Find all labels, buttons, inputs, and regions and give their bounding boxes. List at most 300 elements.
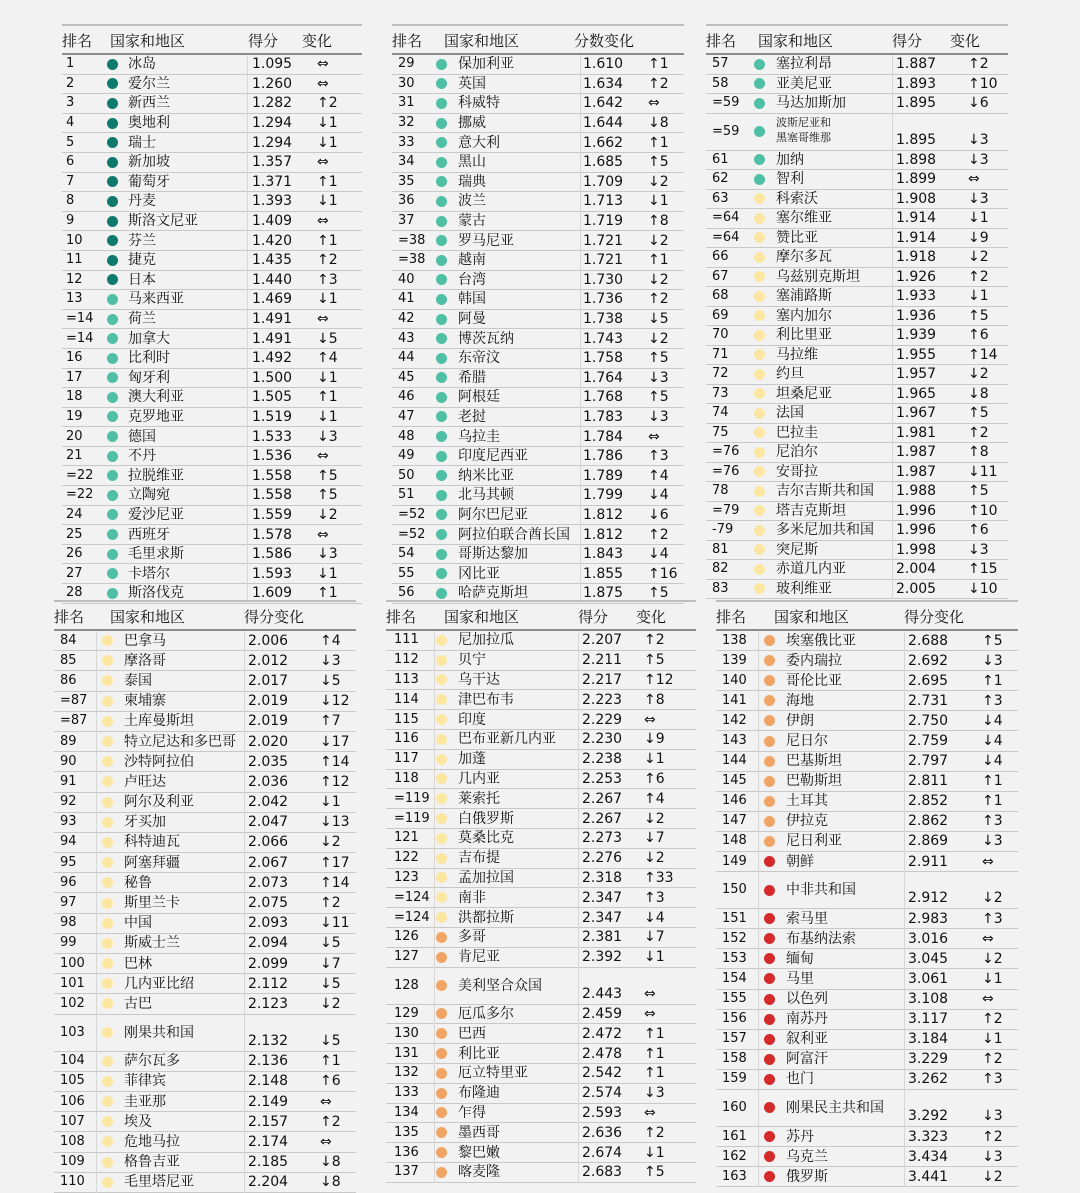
level-dot-icon [754,427,765,438]
score-cell: 2.472 [582,1025,623,1042]
score-cell: 1.294 [252,134,293,151]
rank-cell: =64 [712,229,740,245]
level-dot-icon [436,1088,447,1099]
table-row [716,1147,1018,1167]
score-cell: 2.318 [582,869,623,886]
rank-cell: 5 [66,134,75,150]
level-dot-icon [436,98,447,109]
score-cell: 1.095 [252,56,293,73]
level-dot-icon [102,696,113,707]
table-row [386,968,696,1005]
table-row [706,385,1008,405]
country-cell: 厄立特里亚 [458,1065,528,1082]
change-cell: ↑6 [968,327,989,344]
table-row [62,525,362,545]
change-cell: ↓5 [320,975,341,992]
change-cell: ↓2 [968,249,989,266]
level-dot-icon [764,933,775,944]
table-row [62,564,362,584]
rank-cell: 109 [60,1154,85,1170]
level-dot-icon [764,994,775,1005]
score-cell: 2.862 [908,813,949,830]
rank-cell: 8 [66,193,75,209]
country-cell: 卢旺达 [124,773,166,790]
change-cell: ⇔ [317,526,329,543]
country-cell: 加蓬 [458,751,486,768]
table-row [54,893,356,913]
table-row [392,466,684,486]
change-cell: ↓3 [968,541,989,558]
change-cell: ↓2 [644,850,665,867]
rank-cell: 49 [398,448,415,464]
score-cell: 1.908 [896,190,937,207]
change-cell: ↓2 [982,1168,1003,1185]
rank-cell: 115 [394,711,419,727]
level-dot-icon [764,1102,775,1113]
rank-cell: 1 [66,56,75,72]
rank-cell: 147 [722,813,747,829]
country-cell: 坦桑尼亚 [776,385,832,402]
rank-cell: 63 [712,190,729,206]
country-cell: 约旦 [776,366,804,383]
score-cell: 2.148 [248,1073,289,1090]
rank-cell: 123 [394,869,419,885]
table-row [54,1153,356,1173]
change-cell: ↓4 [982,712,1003,729]
rank-cell: 4 [66,115,75,131]
rank-cell: 74 [712,405,729,421]
table-row [386,750,696,770]
table-row [62,114,362,134]
ranking-panel [392,24,684,604]
change-cell: ↓1 [320,794,341,811]
level-dot-icon [107,470,118,481]
table-row [706,560,1008,580]
rank-cell: 44 [398,350,415,366]
level-dot-icon [754,525,765,536]
score-cell: 2.797 [908,753,949,770]
rank-cell: =52 [398,526,426,542]
score-cell: 2.123 [248,995,289,1012]
level-dot-icon [436,392,447,403]
score-cell: 1.371 [252,173,293,190]
table-row [386,770,696,790]
rank-cell: 43 [398,330,415,346]
table-body [392,55,684,604]
table-row [54,974,356,994]
level-dot-icon [764,913,775,924]
level-dot-icon [107,314,118,325]
country-cell: 巴林 [124,955,152,972]
level-dot-icon [107,78,118,89]
change-cell: ↑12 [320,773,350,790]
country-cell: 多米尼加共和国 [776,522,874,539]
table-row [62,486,362,506]
level-dot-icon [436,78,447,89]
table-row [392,427,684,447]
score-cell: 1.936 [896,307,937,324]
score-cell: 1.519 [252,408,293,425]
level-dot-icon [436,1048,447,1059]
country-cell: 韩国 [458,291,486,308]
header-rank: 排名 [392,32,423,50]
change-cell: ↓2 [982,890,1003,907]
rank-cell: 10 [66,232,83,248]
ranking-panel [54,600,356,1193]
level-dot-icon [107,353,118,364]
ranking-panel [706,24,1008,599]
rank-cell: 17 [66,369,83,385]
country-cell: 奥地利 [128,115,170,132]
country-cell: 黑山 [458,154,486,171]
column-divider [244,631,245,1193]
table-row [62,55,362,75]
table-row [716,969,1018,989]
country-cell: 克罗地亚 [128,408,184,425]
score-cell: 1.967 [896,405,937,422]
table-row [54,752,356,772]
rank-cell: 98 [60,915,77,931]
level-dot-icon [436,431,447,442]
header-score: 得分 [892,32,923,50]
level-dot-icon [436,1028,447,1039]
level-dot-icon [102,736,113,747]
country-cell: 纳米比亚 [458,467,514,484]
level-dot-icon [764,655,775,666]
change-cell: ↑3 [982,1071,1003,1088]
level-dot-icon [102,1076,113,1087]
table-row [706,170,1008,190]
country-cell: 法国 [776,405,804,422]
table-row [54,934,356,954]
level-dot-icon [102,1157,113,1168]
change-cell: ↓1 [644,1144,665,1161]
score-cell: 2.149 [248,1093,289,1110]
rank-cell: 82 [712,561,729,577]
score-cell: 1.981 [896,424,937,441]
score-cell: 2.036 [248,773,289,790]
level-dot-icon [436,932,447,943]
table-row [392,173,684,193]
change-cell: ↓11 [968,463,998,480]
change-cell: ⇔ [317,448,329,465]
rank-cell: 41 [398,291,415,307]
score-cell: 1.812 [583,506,624,523]
rank-cell: 20 [66,428,83,444]
table-row [386,888,696,908]
score-cell: 1.965 [896,385,937,402]
rank-cell: =59 [712,123,740,139]
score-cell: 2.253 [582,770,623,787]
level-dot-icon [764,953,775,964]
change-cell: ⇔ [644,985,656,1002]
change-cell: ↑5 [968,483,989,500]
country-cell: 古巴 [124,995,152,1012]
country-cell: 巴布亚新几内亚 [458,731,556,748]
level-dot-icon [436,833,447,844]
table-row [392,114,684,134]
score-cell: 1.282 [252,95,293,112]
country-cell: 哥斯达黎加 [458,546,528,563]
country-cell: 爱尔兰 [128,75,170,92]
score-cell: 3.117 [908,1011,949,1028]
rank-cell: =79 [712,502,740,518]
level-dot-icon [764,776,775,787]
rank-cell: 141 [722,692,747,708]
level-dot-icon [107,196,118,207]
change-cell: ↑1 [648,56,669,73]
score-cell: 2.759 [908,733,949,750]
table-row [54,712,356,732]
rank-cell: 50 [398,467,415,483]
table-row [716,711,1018,731]
rank-cell: 129 [394,1005,419,1021]
change-cell: ↓17 [320,733,350,750]
change-cell: ↑1 [317,232,338,249]
rank-cell: =38 [398,232,426,248]
table-row [386,1163,696,1183]
country-cell: 瑞典 [458,173,486,190]
table-row [706,521,1008,541]
score-cell: 2.229 [582,711,623,728]
rank-cell: -79 [712,522,734,538]
table-row [392,408,684,428]
level-dot-icon [436,372,447,383]
score-cell: 2.688 [908,632,949,649]
country-cell: 英国 [458,75,486,92]
rank-cell: 68 [712,288,729,304]
score-cell: 2.852 [908,793,949,810]
score-cell: 2.174 [248,1133,289,1150]
table-row [392,55,684,75]
country-cell: 越南 [458,252,486,269]
table-row [54,994,356,1014]
table-row [54,631,356,651]
score-cell: 1.558 [252,467,293,484]
rank-cell: 140 [722,672,747,688]
header-rank: 排名 [62,32,93,50]
rank-cell: 85 [60,652,77,668]
country-cell: 新加坡 [128,154,170,171]
header-score: 得分 [248,32,279,50]
change-cell: ↑8 [648,213,669,230]
level-dot-icon [102,1116,113,1127]
level-dot-icon [436,892,447,903]
change-cell: ↓7 [644,929,665,946]
level-dot-icon [102,1177,113,1188]
country-cell: 秘鲁 [124,874,152,891]
table-row [386,710,696,730]
score-cell: 2.574 [582,1085,623,1102]
country-cell: 津巴布韦 [458,691,514,708]
table-row [54,1052,356,1072]
change-cell: ↑8 [644,691,665,708]
table-row [54,1015,356,1052]
score-cell: 2.636 [582,1124,623,1141]
level-dot-icon [754,232,765,243]
table-row [54,1132,356,1152]
country-cell: 贝宁 [458,652,486,669]
score-cell: 2.230 [582,731,623,748]
level-dot-icon [102,938,113,949]
score-cell: 2.112 [248,975,289,992]
change-cell: ⇔ [982,930,994,947]
level-dot-icon [754,486,765,497]
score-cell: 1.926 [896,268,937,285]
country-cell: 北马其顿 [458,487,514,504]
score-cell: 2.542 [582,1065,623,1082]
rank-cell: 103 [60,1024,85,1040]
country-cell: 德国 [128,428,156,445]
table-body [54,631,356,1193]
country-cell: 土耳其 [786,793,828,810]
country-cell: 土库曼斯坦 [124,713,194,730]
table-header [54,602,356,631]
score-cell: 1.933 [896,288,937,305]
change-cell: ⇔ [982,991,994,1008]
country-cell: 瑞士 [128,134,156,151]
country-cell: 墨西哥 [458,1124,500,1141]
change-cell: ↑2 [648,526,669,543]
rank-cell: 75 [712,424,729,440]
table-row [392,75,684,95]
level-dot-icon [102,756,113,767]
table-row [716,1090,1018,1127]
score-cell: 1.855 [583,565,624,582]
change-cell: ↑15 [968,561,998,578]
rank-cell: 29 [398,56,415,72]
score-cell: 2.136 [248,1053,289,1070]
change-cell: ↑1 [317,585,338,602]
rank-cell: 121 [394,830,419,846]
table-row [62,310,362,330]
score-cell: 1.578 [252,526,293,543]
header-score: 得分变化 [244,608,305,626]
country-cell: 台湾 [458,271,486,288]
change-cell: ↑1 [648,134,669,151]
country-cell: 马来西亚 [128,291,184,308]
rank-cell: 139 [722,652,747,668]
change-cell: ↓3 [968,151,989,168]
change-cell: ↓7 [644,830,665,847]
level-dot-icon [107,294,118,305]
change-cell: ↑5 [644,652,665,669]
table-row [706,482,1008,502]
table-header [392,26,684,55]
level-dot-icon [754,505,765,516]
column-divider [96,631,97,1193]
table-row [706,404,1008,424]
score-cell: 2.478 [582,1045,623,1062]
score-cell: 1.899 [896,171,937,188]
score-cell: 2.185 [248,1154,289,1171]
country-cell: 巴拿马 [124,632,166,649]
level-dot-icon [102,817,113,828]
table-row [62,447,362,467]
country-cell: 黎巴嫩 [458,1144,500,1161]
rank-cell: 66 [712,249,729,265]
table-row [706,424,1008,444]
score-cell: 1.957 [896,366,937,383]
level-dot-icon [436,294,447,305]
country-cell: 阿塞拜疆 [124,854,180,871]
country-cell: 斯洛伐克 [128,585,184,602]
rank-cell: 24 [66,506,83,522]
score-cell: 2.012 [248,652,289,669]
change-cell: ↑17 [320,854,350,871]
change-cell: ↓2 [320,834,341,851]
table-row [716,812,1018,832]
score-cell: 2.017 [248,672,289,689]
rank-cell: 18 [66,389,83,405]
change-cell: ↓5 [648,311,669,328]
score-cell: 1.609 [252,585,293,602]
score-cell: 2.020 [248,733,289,750]
level-dot-icon [754,98,765,109]
rank-cell: 7 [66,173,75,189]
country-cell: 马拉维 [776,346,818,363]
change-cell: ↓1 [317,565,338,582]
country-cell: 捷克 [128,252,156,269]
change-cell: ↑1 [982,672,1003,689]
country-cell: 芬兰 [128,232,156,249]
level-dot-icon [102,898,113,909]
change-cell: ⇔ [320,1133,332,1150]
score-cell: 2.347 [582,909,623,926]
country-cell: 危地马拉 [124,1133,180,1150]
level-dot-icon [102,958,113,969]
table-row [54,813,356,833]
change-cell: ↓3 [320,652,341,669]
table-row [392,94,684,114]
rank-cell: 158 [722,1051,747,1067]
table-row [392,329,684,349]
score-cell: 1.533 [252,428,293,445]
level-dot-icon [754,544,765,555]
rank-cell: 144 [722,753,747,769]
change-cell: ⇔ [317,75,329,92]
header-country: 国家和地区 [774,608,850,626]
change-cell: ↓1 [317,369,338,386]
table-row [706,443,1008,463]
table-row [716,631,1018,651]
rank-cell: 127 [394,949,419,965]
rank-cell: 16 [66,350,83,366]
change-cell: ↑3 [317,271,338,288]
ranking-panel [386,600,696,1183]
score-cell: 1.559 [252,506,293,523]
country-cell: 马里 [786,970,814,987]
table-row [706,502,1008,522]
score-cell: 2.073 [248,874,289,891]
table-row [54,692,356,712]
change-cell: ⇔ [644,1005,656,1022]
score-cell: 2.381 [582,929,623,946]
score-cell: 2.019 [248,713,289,730]
change-cell: ↓8 [320,1154,341,1171]
score-cell: 1.895 [896,95,937,112]
country-cell: 巴基斯坦 [786,753,842,770]
rank-cell: 128 [394,977,419,993]
score-cell: 1.393 [252,193,293,210]
change-cell: ↑5 [968,307,989,324]
score-cell: 2.075 [248,895,289,912]
level-dot-icon [764,635,775,646]
level-dot-icon [764,1074,775,1085]
change-cell: ↓5 [320,935,341,952]
table-row [716,1070,1018,1090]
level-dot-icon [436,714,447,725]
